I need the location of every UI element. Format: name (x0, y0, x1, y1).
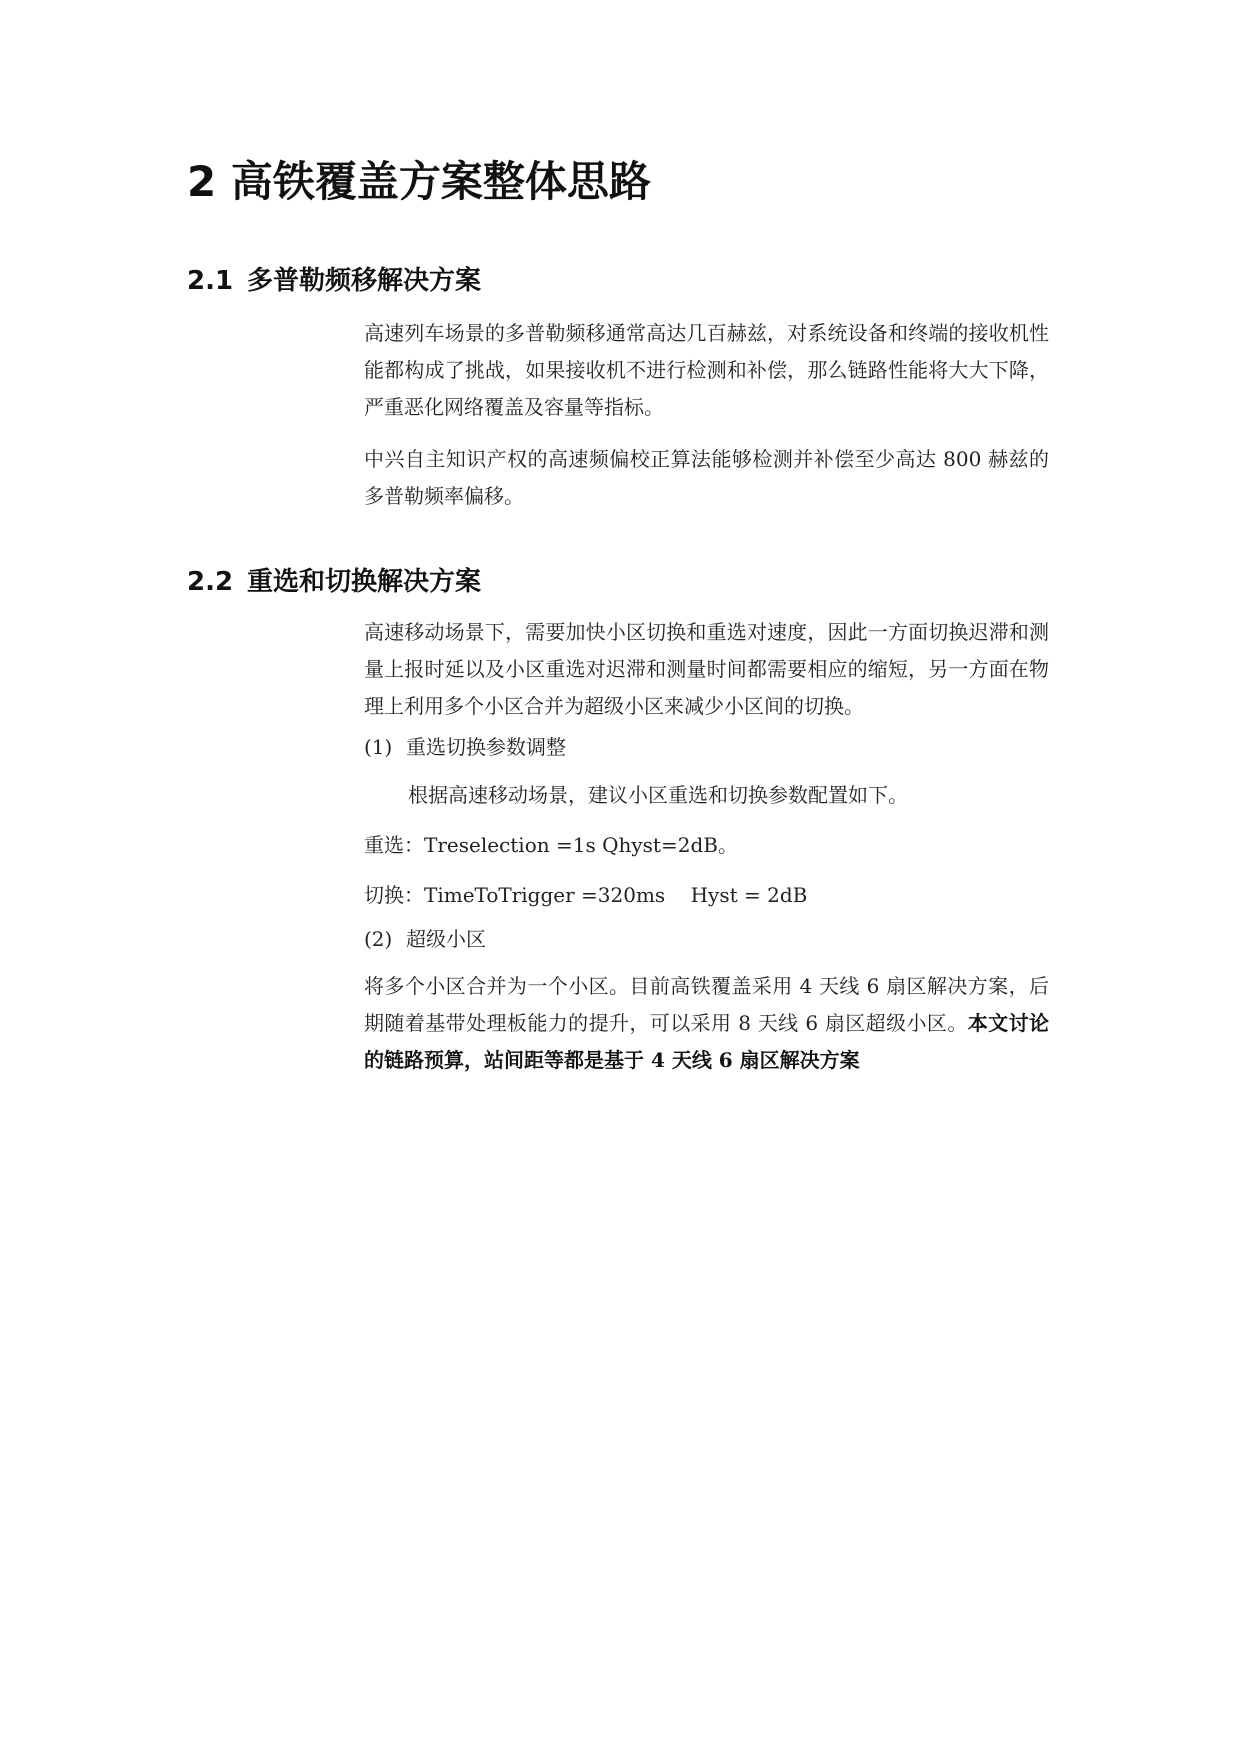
parameter-line: 切换：TimeToTrigger =320ms Hyst = 2dB (364, 883, 808, 907)
paragraph-text: 将多个小区合并为一个小区。目前高铁覆盖采用 4 天线 6 扇区解决方案，后期随着基带处理板能力的提升，可以采用 8 天线 6 扇区超级小区。 (364, 974, 1049, 1035)
section-heading (187, 564, 481, 600)
list-label: 超级小区 (406, 927, 486, 951)
section-title: 多普勒频移解决方案 (247, 266, 482, 296)
paragraph: 高速移动场景下，需要加快小区切换和重选对速度，因此一方面切换迟滞和测量上报时延以及小区重选对迟滞和测量时间都需要相应的缩短，另一方面在物理上利用多个小区合并为超级小区来减少小区间的切换。 (364, 620, 1049, 718)
section-number: 2.1 (187, 266, 234, 296)
section-title: 重选和切换解决方案 (247, 567, 482, 597)
list-item (364, 729, 1049, 766)
list-item (364, 921, 1049, 958)
paragraph: 中兴自主知识产权的高速频偏校正算法能够检测并补偿至少高达 800 赫兹的多普勒频率偏移。 (364, 447, 1049, 508)
parameter-line: 重选：Treselection =1s Qhyst=2dB。 (364, 833, 738, 857)
paragraph (364, 968, 1049, 1079)
paragraph: 高速列车场景的多普勒频移通常高达几百赫兹，对系统设备和终端的接收机性能都构成了挑战，如果接收机不进行检测和补偿，那么链路性能将大大下降，严重恶化网络覆盖及容量等指标。 (364, 321, 1049, 419)
list-index: (1) (364, 735, 393, 759)
list-label: 重选切换参数调整 (406, 735, 566, 759)
section-number: 2.2 (187, 567, 234, 597)
section-heading (187, 263, 481, 299)
paragraph: 根据高速移动场景，建议小区重选和切换参数配置如下。 (408, 783, 908, 807)
bold-text: 本文讨论的链路预算，站间距等都是基于 4 天线 6 扇区解决方案 (364, 1011, 1049, 1072)
list-index: (2) (364, 927, 393, 951)
chapter-title: 2 高铁覆盖方案整体思路 (187, 157, 651, 206)
